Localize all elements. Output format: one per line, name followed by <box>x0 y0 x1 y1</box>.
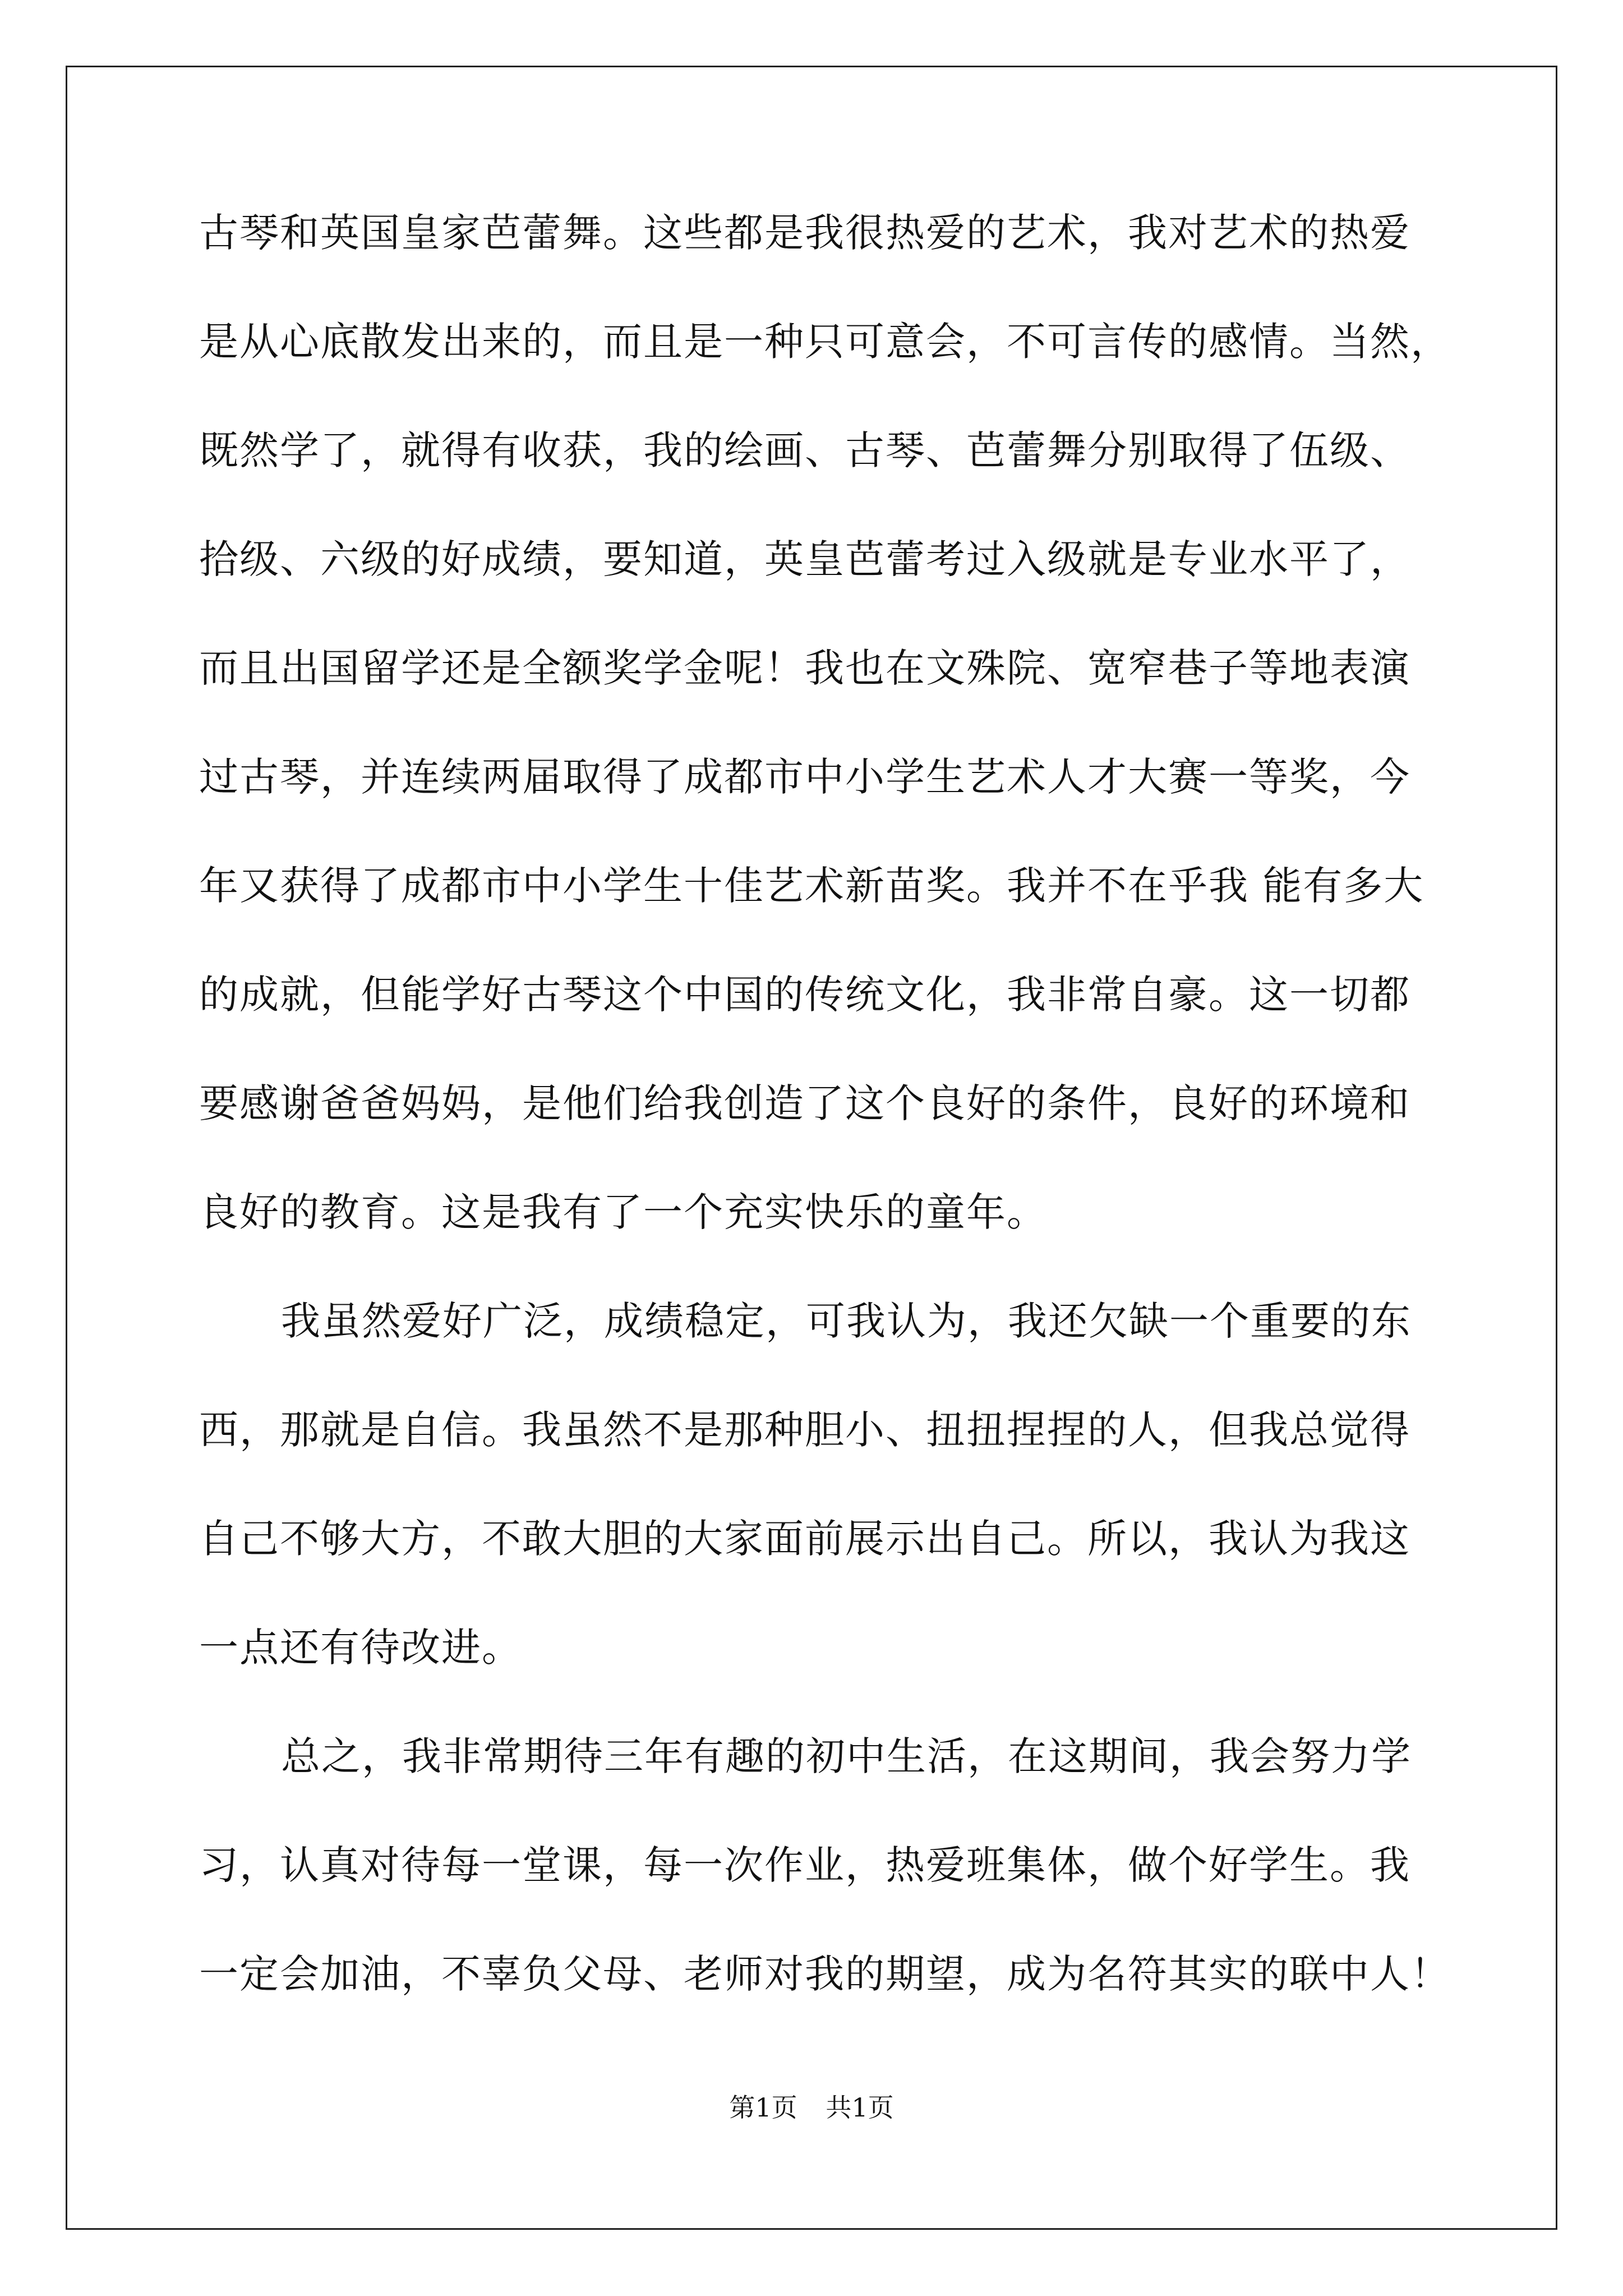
text-line: 一点还有待改进。 <box>199 1625 522 1671</box>
paragraph-start-line: 总之，我非常期待三年有趣的初中生活，在这期间，我会努力学 <box>281 1733 1412 1779</box>
text-line: 一定会加油，不辜负父母、老师对我的期望，成为名符其实的联中人！ <box>199 1951 1451 1997</box>
page-footer <box>0 2093 1623 2122</box>
paragraph-start-line: 我虽然爱好广泛，成绩稳定，可我认为，我还欠缺一个重要的东 <box>281 1298 1412 1344</box>
text-line: 是从心底散发出来的，而且是一种只可意会，不可言传的感情。当然， <box>199 319 1451 365</box>
text-line: 习，认真对待每一堂课，每一次作业，热爱班集体，做个好学生。我 <box>199 1842 1410 1888</box>
text-line: 西，那就是自信。我虽然不是那种胆小、扭扭捏捏的人，但我总觉得 <box>199 1407 1410 1453</box>
page-total: 共1页 <box>826 2092 894 2123</box>
text-line: 过古琴，并连续两届取得了成都市中小学生艺术人才大赛一等奖，今 <box>199 754 1410 800</box>
text-line: 既然学了，就得有收获，我的绘画、古琴、芭蕾舞分别取得了伍级、 <box>199 427 1410 473</box>
text-line: 古琴和英国皇家芭蕾舞。这些都是我很热爱的艺术，我对艺术的热爱 <box>199 210 1410 256</box>
text-line: 的成就，但能学好古琴这个中国的传统文化，我非常自豪。这一切都 <box>199 972 1410 1018</box>
page-number: 第1页 <box>729 2092 797 2123</box>
text-line: 自己不够大方，不敢大胆的大家面前展示出自己。所以，我认为我这 <box>199 1516 1410 1562</box>
text-line: 拾级、六级的好成绩，要知道，英皇芭蕾考过入级就是专业水平了， <box>199 536 1410 582</box>
text-line: 良好的教育。这是我有了一个充实快乐的童年。 <box>199 1189 1047 1235</box>
text-line: 年又获得了成都市中小学生十佳艺术新苗奖。我并不在乎我 能有多大 <box>199 863 1424 909</box>
text-line: 要感谢爸爸妈妈，是他们给我创造了这个良好的条件，良好的环境和 <box>199 1080 1410 1126</box>
document-body <box>199 210 1451 2063</box>
text-line: 而且出国留学还是全额奖学金呢！我也在文殊院、宽窄巷子等地表演 <box>199 645 1410 691</box>
